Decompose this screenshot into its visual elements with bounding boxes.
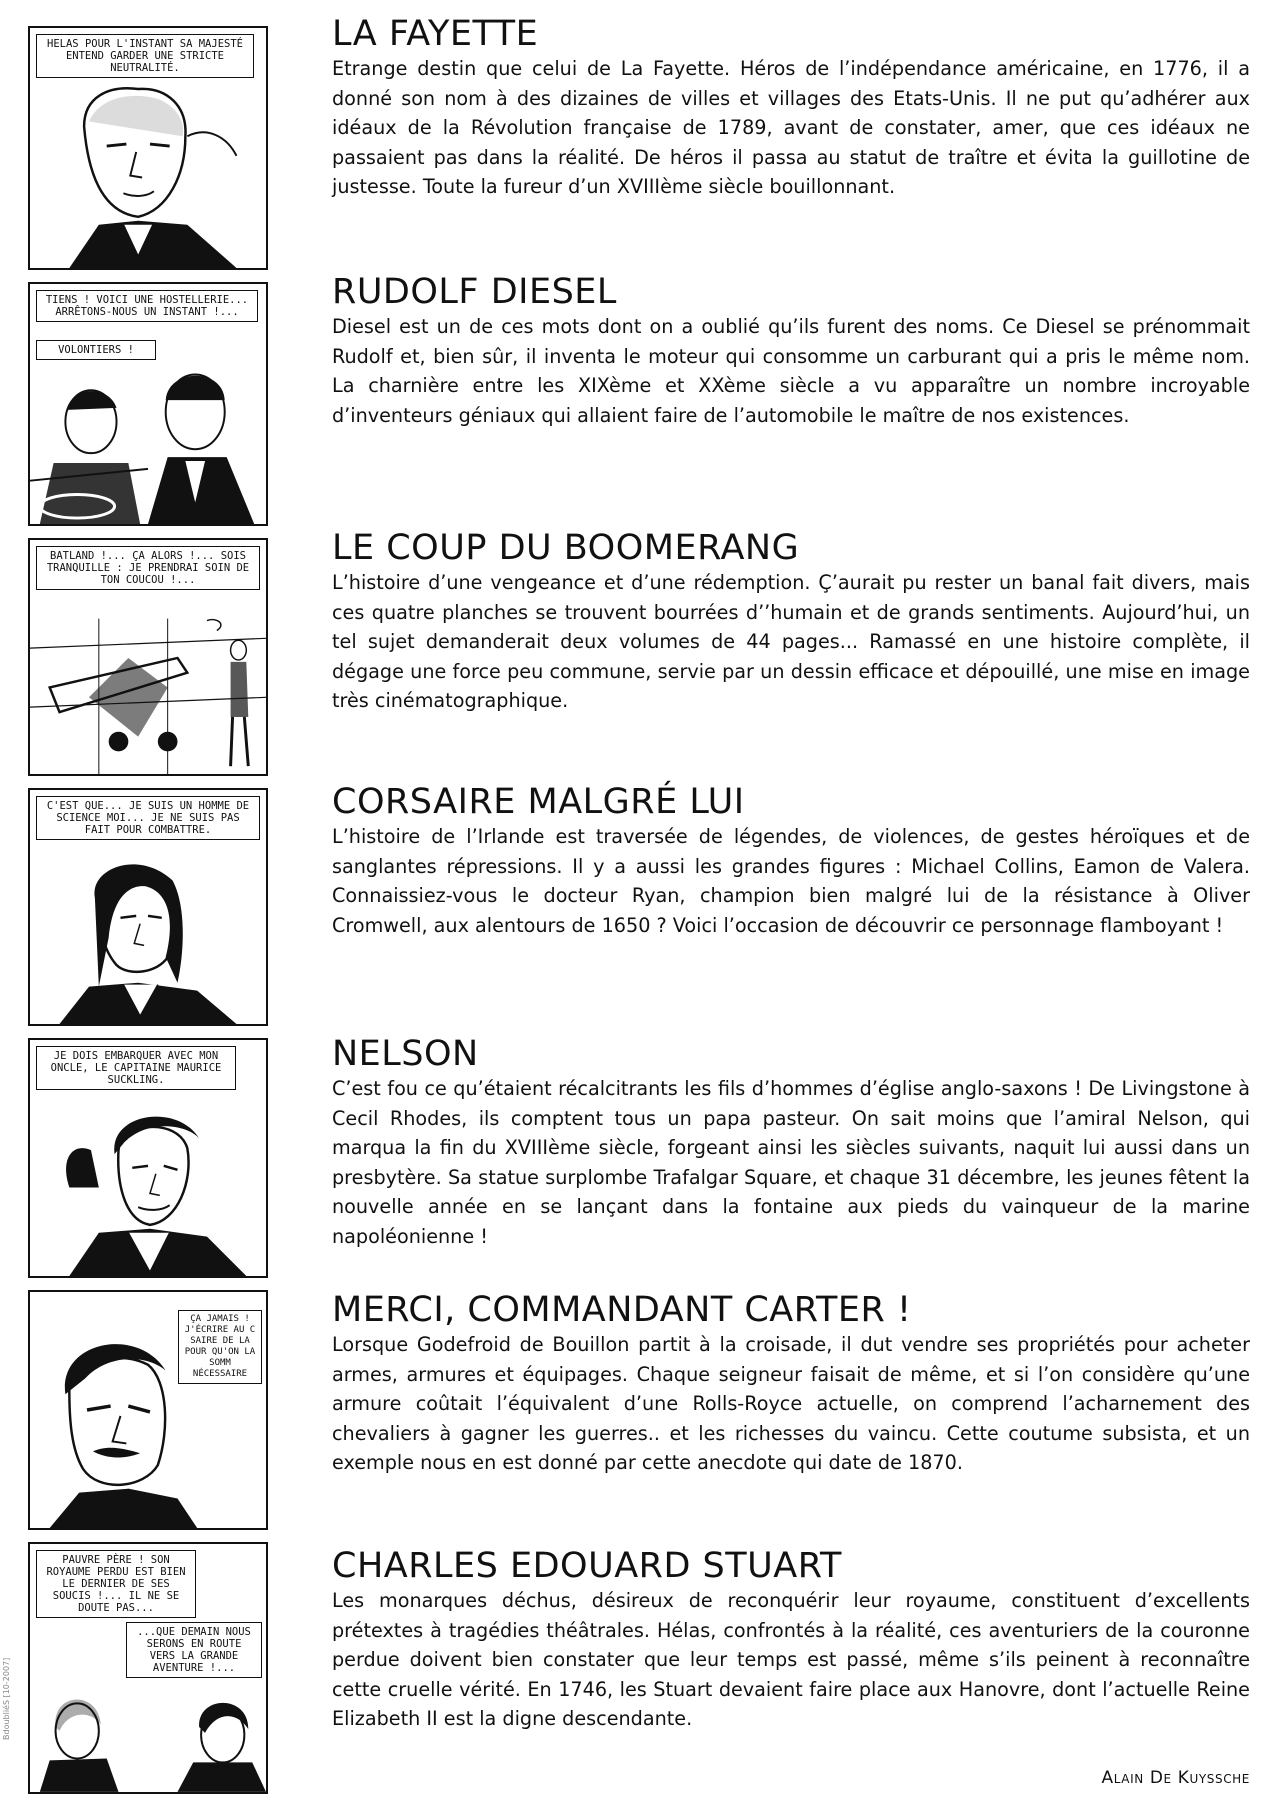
article-body: Lorsque Godefroid de Bouillon partit à la croisade, il dut vendre ses propriétés pour acheter armes, armures et équipages. Chaque seigneur faisait de même, et si l’on considère qu’une armure coûtait l’équivalent d’une Rolls-Royce actuelle, on comprend l’acharnement des chevaliers à gagner les guerres.. et les richesses du vaincu. Cette coutume subsista, et un exemple nous en est donné par cette anecdote qui date de 1870.: [332, 1333, 1250, 1474]
comic-panel-stuart: [28, 1542, 268, 1794]
article-title: CORSAIRE MALGRÉ LUI: [332, 782, 745, 822]
article-coup-du-boomerang: [332, 528, 1250, 716]
comic-panel-nelson: [28, 1038, 268, 1278]
article-corsaire-malgre-lui: [332, 782, 1250, 940]
comic-panel-la-fayette: [28, 26, 268, 270]
article-title: LE COUP DU BOOMERANG: [332, 528, 800, 568]
author-signature: Alain De Kuyssche: [1101, 1768, 1250, 1788]
comic-panel-boomerang: [28, 538, 268, 776]
scan-credit: BdoubliéS [10-2007]: [2, 1657, 11, 1740]
article-body: Les monarques déchus, désireux de reconquérir leur royaume, constituent d’excellents prétextes à tragédies théâtrales. Hélas, confrontés à la réalité, ces aventuriers de la couronne perdue doivent bien constater que leur temps est passé, même s’ils peinent à reconnaître cette cruelle vérité. En 1746, les Stuart devaient faire place aux Hanovre, dont l’actuelle Reine Elizabeth II est la digne descendante.: [332, 1589, 1250, 1730]
article-commandant-carter: [332, 1290, 1250, 1478]
speech-balloon: PAUVRE PÈRE ! SON ROYAUME PERDU EST BIEN LE DERNIER DE SES SOUCIS !... IL NE SE DOUTE PAS...: [36, 1550, 196, 1618]
article-la-fayette: [332, 14, 1250, 202]
article-nelson: [332, 1034, 1250, 1251]
speech-balloon: HELAS POUR L'INSTANT SA MAJESTÉ ENTEND GARDER UNE STRICTE NEUTRALITÉ.: [36, 34, 254, 78]
article-body: C’est fou ce qu’étaient récalcitrants les fils d’hommes d’église anglo-saxons ! De Livingstone à Cecil Rhodes, ils comptent tous un papa pasteur. On sait moins que l’amiral Nelson, qui marqua la fin du XVIIIème siècle, forgeant ainsi les siècles suivants, naquit lui aussi dans un presbytère. Sa statue surplombe Trafalgar Square, et chaque 31 décembre, les jeunes fêtent la nouvelle année en se lançant dans la fontaine aux pieds du vainqueur de la marine napoléonienne !: [332, 1077, 1250, 1248]
comic-panel-corsaire: [28, 788, 268, 1026]
article-title: CHARLES EDOUARD STUART: [332, 1546, 842, 1586]
article-charles-edouard-stuart: [332, 1546, 1250, 1734]
speech-balloon: TIENS ! VOICI UNE HOSTELLERIE... ARRÊTONS-NOUS UN INSTANT !...: [36, 290, 258, 322]
article-body: L’histoire d’une vengeance et d’une rédemption. Ç’aurait pu rester un banal fait divers, mais ces quatre planches se trouvent bourrées d’’humain et de grands sentiments. Aujourd’hui, un tel sujet demanderait deux volumes de 44 pages... Ramassé en une histoire complète, il dégage une force peu commune, servie par un dessin efficace et dépouillé, une mise en image très cinématographique.: [332, 571, 1250, 712]
article-body: Diesel est un de ces mots dont on a oublié qu’ils furent des noms. Ce Diesel se prénommait Rudolf et, bien sûr, il inventa le moteur qui consomme un carburant qui a pris le même nom. La charnière entre les XIXème et XXème siècle a vu apparaître un nombre incroyable d’inventeurs géniaux qui allaient faire de l’automobile le maître de nos existences.: [332, 315, 1250, 427]
article-title: LA FAYETTE: [332, 14, 539, 54]
article-title: NELSON: [332, 1034, 479, 1074]
article-title: RUDOLF DIESEL: [332, 272, 617, 312]
speech-balloon: JE DOIS EMBARQUER AVEC MON ONCLE, LE CAPITAINE MAURICE SUCKLING.: [36, 1046, 236, 1090]
article-title: MERCI, COMMANDANT CARTER !: [332, 1290, 912, 1330]
comic-panel-diesel: [28, 282, 268, 526]
speech-balloon-secondary: VOLONTIERS !: [36, 340, 156, 360]
article-body: L’histoire de l’Irlande est traversée de légendes, de violences, de gestes héroïques et de sanglantes répressions. Il y a aussi les grandes figures : Michael Collins, Eamon de Valera. Connaissiez-vous le docteur Ryan, champion bien malgré lui de la résistance à Oliver Cromwell, aux alentours de 1650 ? Voici l’occasion de découvrir ce personnage flamboyant !: [332, 825, 1250, 937]
speech-balloon: C'EST QUE... JE SUIS UN HOMME DE SCIENCE MOI... JE NE SUIS PAS FAIT POUR COMBATTRE.: [36, 796, 260, 840]
article-rudolf-diesel: [332, 272, 1250, 430]
speech-balloon: ÇA JAMAIS ! J'ÉCRIRE AU C SAIRE DE LA POUR QU'ON LA SOMM NÉCESSAIRE: [178, 1310, 262, 1384]
article-body: Etrange destin que celui de La Fayette. Héros de l’indépendance américaine, en 1776, il a donné son nom à des dizaines de villes et villages des Etats-Unis. Il ne put qu’adhérer aux idéaux de la Révolution française de 1789, avant de constater, amer, que ces idéaux ne passaient pas dans la réalité. De héros il passa au statut de traître et évita la guillotine de justesse. Toute la fureur d’un XVIIIème siècle bouillonnant.: [332, 57, 1250, 198]
comic-panel-carter: [28, 1290, 268, 1530]
speech-balloon-secondary: ...QUE DEMAIN NOUS SERONS EN ROUTE VERS LA GRANDE AVENTURE !...: [126, 1622, 262, 1678]
speech-balloon: BATLAND !... ÇA ALORS !... SOIS TRANQUILLE : JE PRENDRAI SOIN DE TON COUCOU !...: [36, 546, 260, 590]
